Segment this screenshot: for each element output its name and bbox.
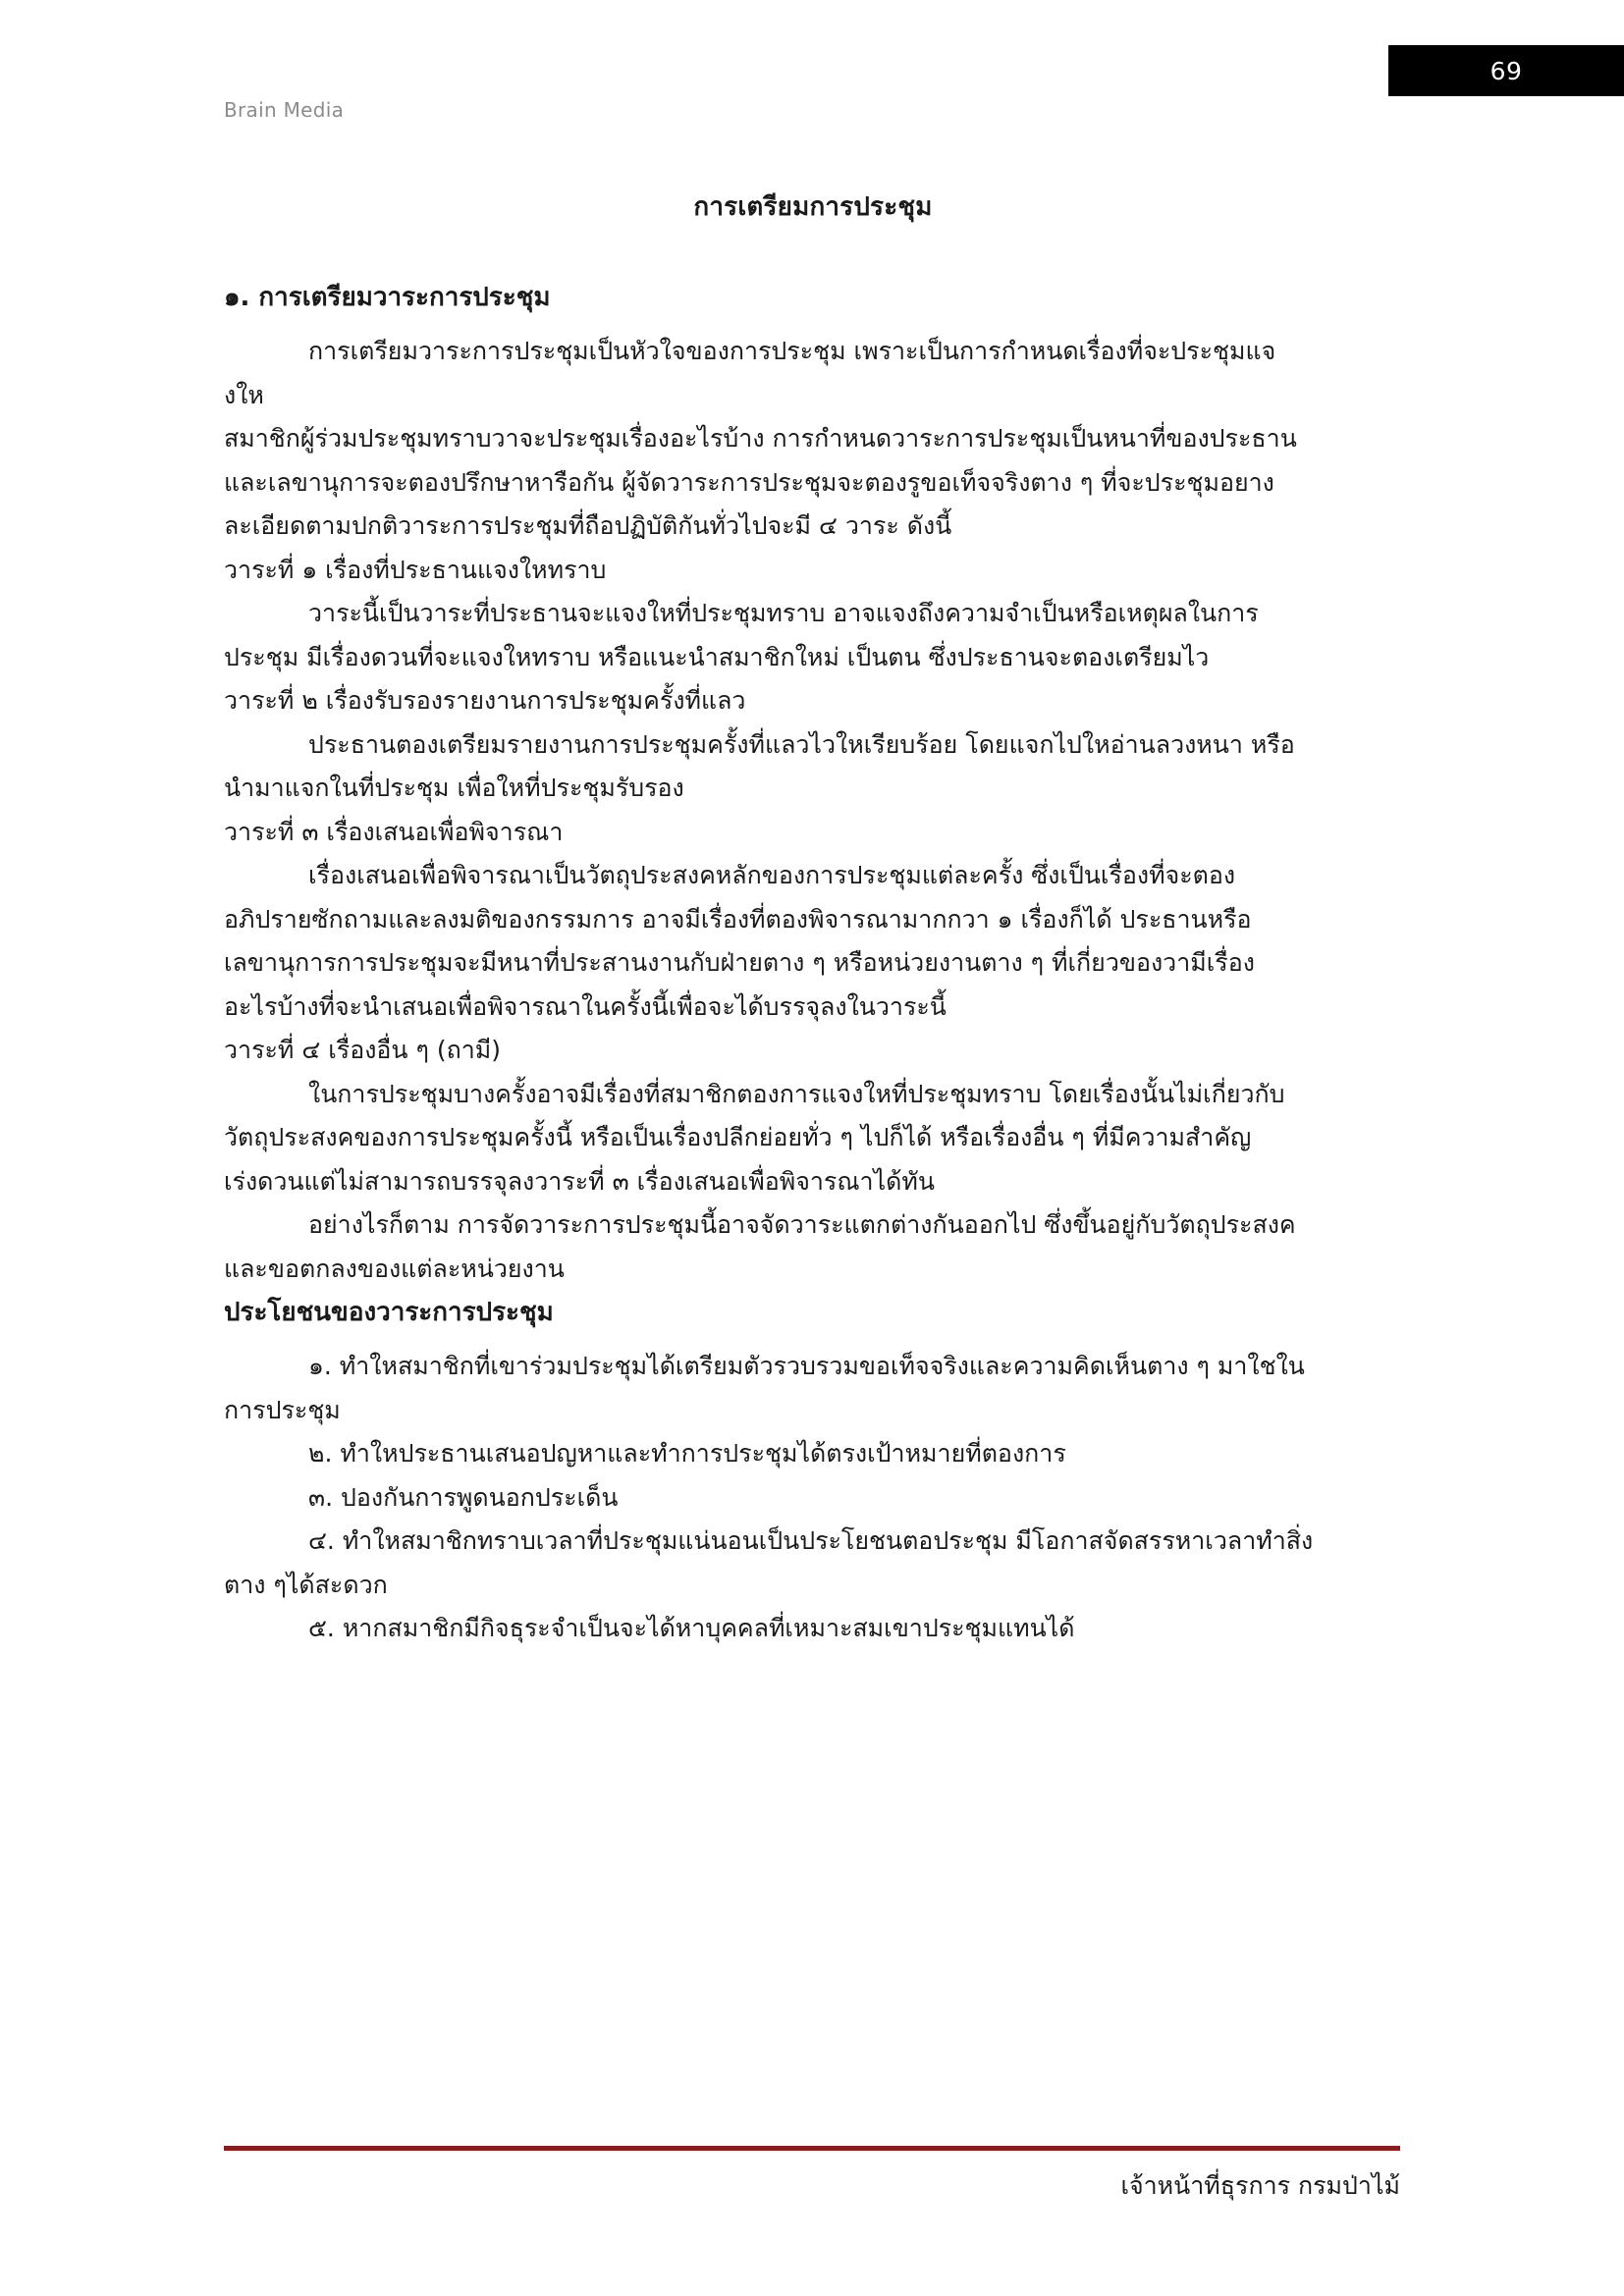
footer-label: เจ้าหน้าที่ธุรการ กรมป่าไม้ xyxy=(1120,2171,1400,2200)
paragraph: การเตรียมวาระการประชุมเป็นหัวใจของการประชุม เพราะเป็นการกำหนดเรื่องที่จะประชุมแจ xyxy=(308,337,1276,366)
paragraph: สมาชิกผู้ร่วมประชุมทราบวาจะประชุมเรื่องอะไรบ้าง การกำหนดวาระการประชุมเป็นหนาที่ของประธาน xyxy=(224,424,1297,454)
agenda-item-title: วาระที่ ๒ เรื่องรับรองรายงานการประชุมครั้งที่แลว xyxy=(224,686,746,716)
list-item: ๑. ทำใหสมาชิกที่เขาร่วมประชุมได้เตรียมตัวรวบรวมขอเท็จจริงและความคิดเห็นตาง ๆ มาใชใน xyxy=(308,1352,1305,1381)
agenda-item-title: วาระที่ ๔ เรื่องอื่น ๆ (ถามี) xyxy=(224,1036,502,1065)
paragraph: เร่งดวนแต่ไม่สามารถบรรจุลงวาระที่ ๓ เรื่องเสนอเพื่อพิจารณาได้ทัน xyxy=(224,1166,935,1196)
paragraph: อภิปรายซักถามและลงมติของกรรมการ อาจมีเรื่องที่ตองพิจารณามากกวา ๑ เรื่องก็ได้ ประธานหรือ xyxy=(224,904,1252,934)
paragraph: และขอตกลงของแต่ละหน่วยงาน xyxy=(224,1254,565,1283)
list-item: ๒. ทำใหประธานเสนอปญหาและทำการประชุมได้ตรงเป้าหมายที่ตองการ xyxy=(308,1439,1066,1468)
benefits-heading: ประโยชนของวาระการประชุม xyxy=(224,1298,554,1328)
paragraph: ละเอียดตามปกติวาระการประชุมที่ถือปฏิบัติกันทั่วไปจะมี ๔ วาระ ดังนี้ xyxy=(224,511,952,541)
brand-label: Brain Media xyxy=(224,98,345,122)
paragraph: เรื่องเสนอเพื่อพิจารณาเป็นวัตถุประสงคหลักของการประชุมแต่ละครั้ง ซึ่งเป็นเรื่องที่จะตอง xyxy=(308,861,1236,890)
paragraph: วาระนี้เป็นวาระที่ประธานจะแจงใหที่ประชุมทราบ อาจแจงถึงความจำเป็นหรือเหตุผลในการ xyxy=(308,599,1259,628)
section-heading-1: ๑. การเตรียมวาระการประชุม xyxy=(224,283,551,312)
paragraph: ประธานตองเตรียมรายงานการประชุมครั้งที่แลวไวใหเรียบร้อย โดยแจกไปใหอ่านลวงหนา หรือ xyxy=(308,729,1295,759)
paragraph: นำมาแจกในที่ประชุม เพื่อใหที่ประชุมรับรอง xyxy=(224,774,684,803)
list-item: ๔. ทำใหสมาชิกทราบเวลาที่ประชุมแน่นอนเป็นประโยชนตอประชุม มีโอกาสจัดสรรหาเวลาทำสิ่ง xyxy=(308,1526,1314,1556)
list-item: ๕. หากสมาชิกมีกิจธุระจำเป็นจะได้หาบุคคลที่เหมาะสมเขาประชุมแทนได้ xyxy=(308,1614,1075,1643)
paragraph: ในการประชุมบางครั้งอาจมีเรื่องที่สมาชิกตองการแจงใหที่ประชุมทราบ โดยเรื่องนั้นไม่เกี่ยวกับ xyxy=(308,1079,1285,1108)
paragraph: ประชุม มีเรื่องดวนที่จะแจงใหทราบ หรือแนะนำสมาชิกใหม่ เป็นตน ซึ่งประธานจะตองเตรียมไว xyxy=(224,642,1210,671)
list-item: ๓. ปองกันการพูดนอกประเด็น xyxy=(308,1482,619,1512)
paragraph: งให xyxy=(224,380,264,409)
paragraph: เลขานุการการประชุมจะมีหนาที่ประสานงานกับฝ่ายตาง ๆ หรือหน่วยงานตาง ๆ ที่เกี่ยวของวามีเรื่อง xyxy=(224,948,1255,978)
document-body xyxy=(224,187,1402,1653)
footer-divider xyxy=(224,2146,1400,2151)
page-title: การเตรียมการประชุม xyxy=(693,192,933,222)
paragraph: วัตถุประสงคของการประชุมครั้งนี้ หรือเป็นเรื่องปลีกย่อยทั่ว ๆ ไปก็ได้ หรือเรื่องอื่น ๆ ที่มีความสำคัญ xyxy=(224,1123,1252,1152)
page-number-badge: 69 xyxy=(1388,45,1624,96)
paragraph: อย่างไรก็ตาม การจัดวาระการประชุมนี้อาจจัดวาระแตกต่างกันออกไป ซึ่งขึ้นอยู่กับวัตถุประสงค xyxy=(308,1210,1296,1240)
agenda-item-title: วาระที่ ๑ เรื่องที่ประธานแจงใหทราบ xyxy=(224,555,607,584)
agenda-item-title: วาระที่ ๓ เรื่องเสนอเพื่อพิจารณา xyxy=(224,817,564,846)
list-item-continued: ตาง ๆได้สะดวก xyxy=(224,1570,388,1599)
paragraph: อะไรบ้างที่จะนำเสนอเพื่อพิจารณาในครั้งนี้เพื่อจะได้บรรจุลงในวาระนี้ xyxy=(224,991,947,1021)
list-item-continued: การประชุม xyxy=(224,1395,341,1424)
paragraph: และเลขานุการจะตองปรึกษาหารือกัน ผู้จัดวาระการประชุมจะตองรูขอเท็จจริงตาง ๆ ที่จะประชุมอยาง xyxy=(224,467,1274,497)
